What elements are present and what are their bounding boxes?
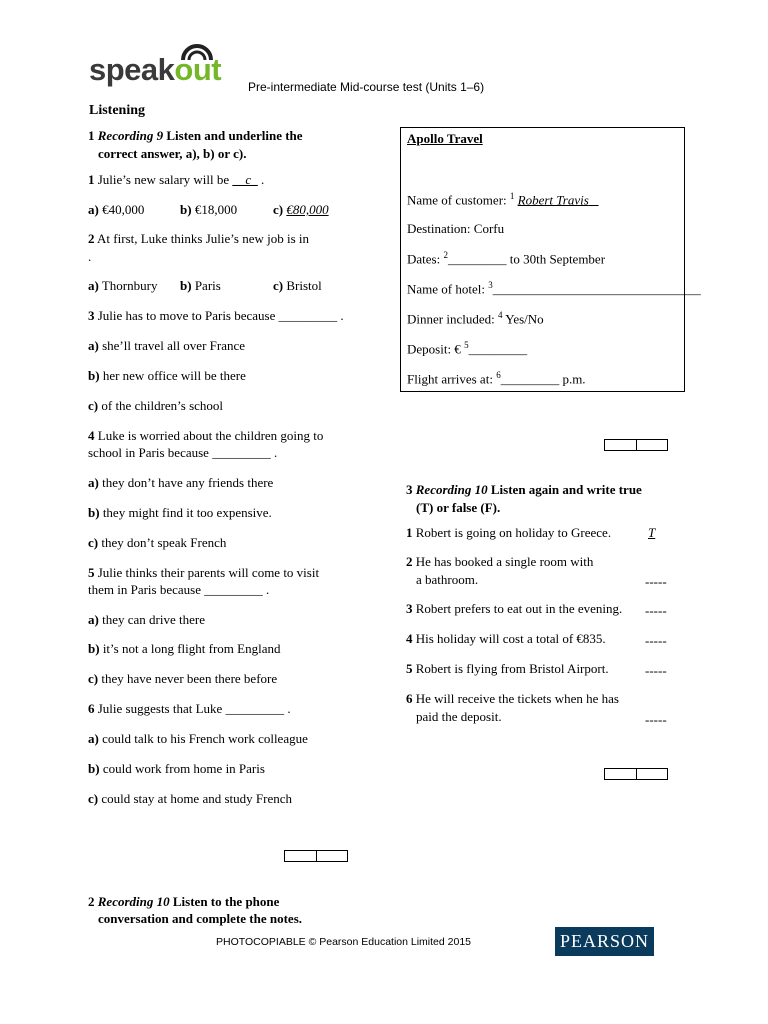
ex1-q1-option-c: c) €80,000 [273, 202, 329, 217]
ex2-instruction-line2: conversation and complete the notes. [98, 911, 303, 926]
ex1-score-box[interactable] [284, 850, 348, 862]
notes-title: Apollo Travel [407, 131, 483, 146]
ex1-instruction-line2: correct answer, a), b) or c). [98, 146, 247, 161]
ex3-item-3-answer[interactable]: ----- [645, 603, 667, 618]
ex1-q3-option-c: c) of the children’s school [88, 398, 224, 413]
ex1-q6: 6 Julie suggests that Luke _________ . [88, 701, 291, 716]
ex1-q3-option-a: a) she’ll travel all over France [88, 338, 246, 353]
apollo-travel-notes [400, 127, 701, 392]
speakout-logo: speakout [89, 52, 222, 87]
notes-customer: Name of customer: $^1$ Robert Travis [407, 191, 589, 208]
ex1-q2-option-b: b) Paris [180, 278, 221, 293]
pearson-logo: PEARSON [555, 927, 654, 956]
ex2-score-box[interactable] [604, 439, 668, 451]
ex1-q1-option-b: b) €18,000 [180, 202, 238, 217]
notes-dates: Dates: $^2$_________ to 30th September [407, 250, 606, 267]
ex1-q1-answer: __c_ [232, 172, 258, 187]
ex1-q5-option-a: a) they can drive there [88, 612, 205, 627]
ex1-q5-option-b: b) it’s not a long flight from England [88, 641, 281, 656]
ex3-item-6: 6 He will receive the tickets when he has [406, 691, 619, 706]
ex3-item-3: 3 Robert prefers to eat out in the evening. [406, 601, 623, 616]
notes-hotel: Name of hotel: $^3$________________________________ [407, 280, 701, 297]
ex3-score-box[interactable] [604, 768, 668, 780]
ex3-item-2-line2: a bathroom. [416, 572, 479, 587]
ex1-q2-dot: . [88, 249, 92, 264]
page-title: Pre-intermediate Mid-course test (Units 1–6) [248, 80, 485, 94]
ex1-q4-option-b: b) they might find it too expensive. [88, 505, 272, 520]
ex3-item-4-answer[interactable]: ----- [645, 633, 667, 648]
ex2-instruction: 2 Recording 10 Listen to the phone [88, 894, 280, 909]
notes-dinner: Dinner included: $^4$ Yes/No [407, 310, 544, 327]
ex1-q6-option-c: c) could stay at home and study French [88, 791, 292, 806]
ex1-q1: 1 Julie’s new salary will be __c_ . [88, 172, 265, 187]
ex1-q5: 5 Julie thinks their parents will come to visit [88, 565, 320, 580]
section-title: Listening [89, 103, 146, 118]
ex3-item-2: 2 He has booked a single room with [406, 554, 594, 569]
ex1-q6-option-b: b) could work from home in Paris [88, 761, 265, 776]
ex1-q3-option-b: b) her new office will be there [88, 368, 246, 383]
notes-flight: Flight arrives at: $^6$_________ p.m. [407, 370, 586, 387]
ex1-q1-option-a: a) €40,000 [88, 202, 145, 217]
notes-deposit: Deposit: € $^5$_________ [407, 340, 528, 357]
notes-customer-answer: Robert Travis [517, 192, 589, 208]
ex3-item-6-line2: paid the deposit. [416, 709, 502, 724]
ex3-item-5-answer[interactable]: ----- [645, 663, 667, 678]
ex3-instruction: 3 Recording 10 Listen again and write true [406, 482, 642, 497]
ex1-q6-option-a: a) could talk to his French work colleague [88, 731, 308, 746]
ex1-instruction: 1 Recording 9 Listen and underline the [88, 128, 303, 143]
ex1-q2: 2 At first, Luke thinks Julie’s new job is in [88, 231, 310, 246]
ex1-q4-option-c: c) they don’t speak French [88, 535, 227, 550]
ex3-instruction-line2: (T) or false (F). [416, 500, 501, 515]
ex1-q4-line2: school in Paris because _________ . [88, 445, 278, 460]
ex1-q5-option-c: c) they have never been there before [88, 671, 278, 686]
ex1-q5-line2: them in Paris because _________ . [88, 582, 270, 597]
footer-copyright: PHOTOCOPIABLE © Pearson Education Limited 2015 [216, 936, 472, 948]
ex1-q2-option-a: a) Thornbury [88, 278, 158, 293]
ex1-q3: 3 Julie has to move to Paris because _________ . [88, 308, 344, 323]
ex3-item-1: 1 Robert is going on holiday to Greece. [406, 525, 612, 540]
ex3-item-2-answer[interactable]: ----- [645, 574, 667, 589]
ex1-q4-option-a: a) they don’t have any friends there [88, 475, 274, 490]
ex1-q4: 4 Luke is worried about the children going to [88, 428, 324, 443]
ex3-item-6-answer[interactable]: ----- [645, 712, 667, 727]
ex1-q2-option-c: c) Bristol [273, 278, 322, 293]
ex3-item-1-answer: T [648, 525, 656, 540]
ex3-item-5: 5 Robert is flying from Bristol Airport. [406, 661, 609, 676]
notes-destination: Destination: Corfu [407, 221, 505, 236]
signal-arcs-icon [177, 42, 217, 62]
ex3-item-4: 4 His holiday will cost a total of €835. [406, 631, 606, 646]
